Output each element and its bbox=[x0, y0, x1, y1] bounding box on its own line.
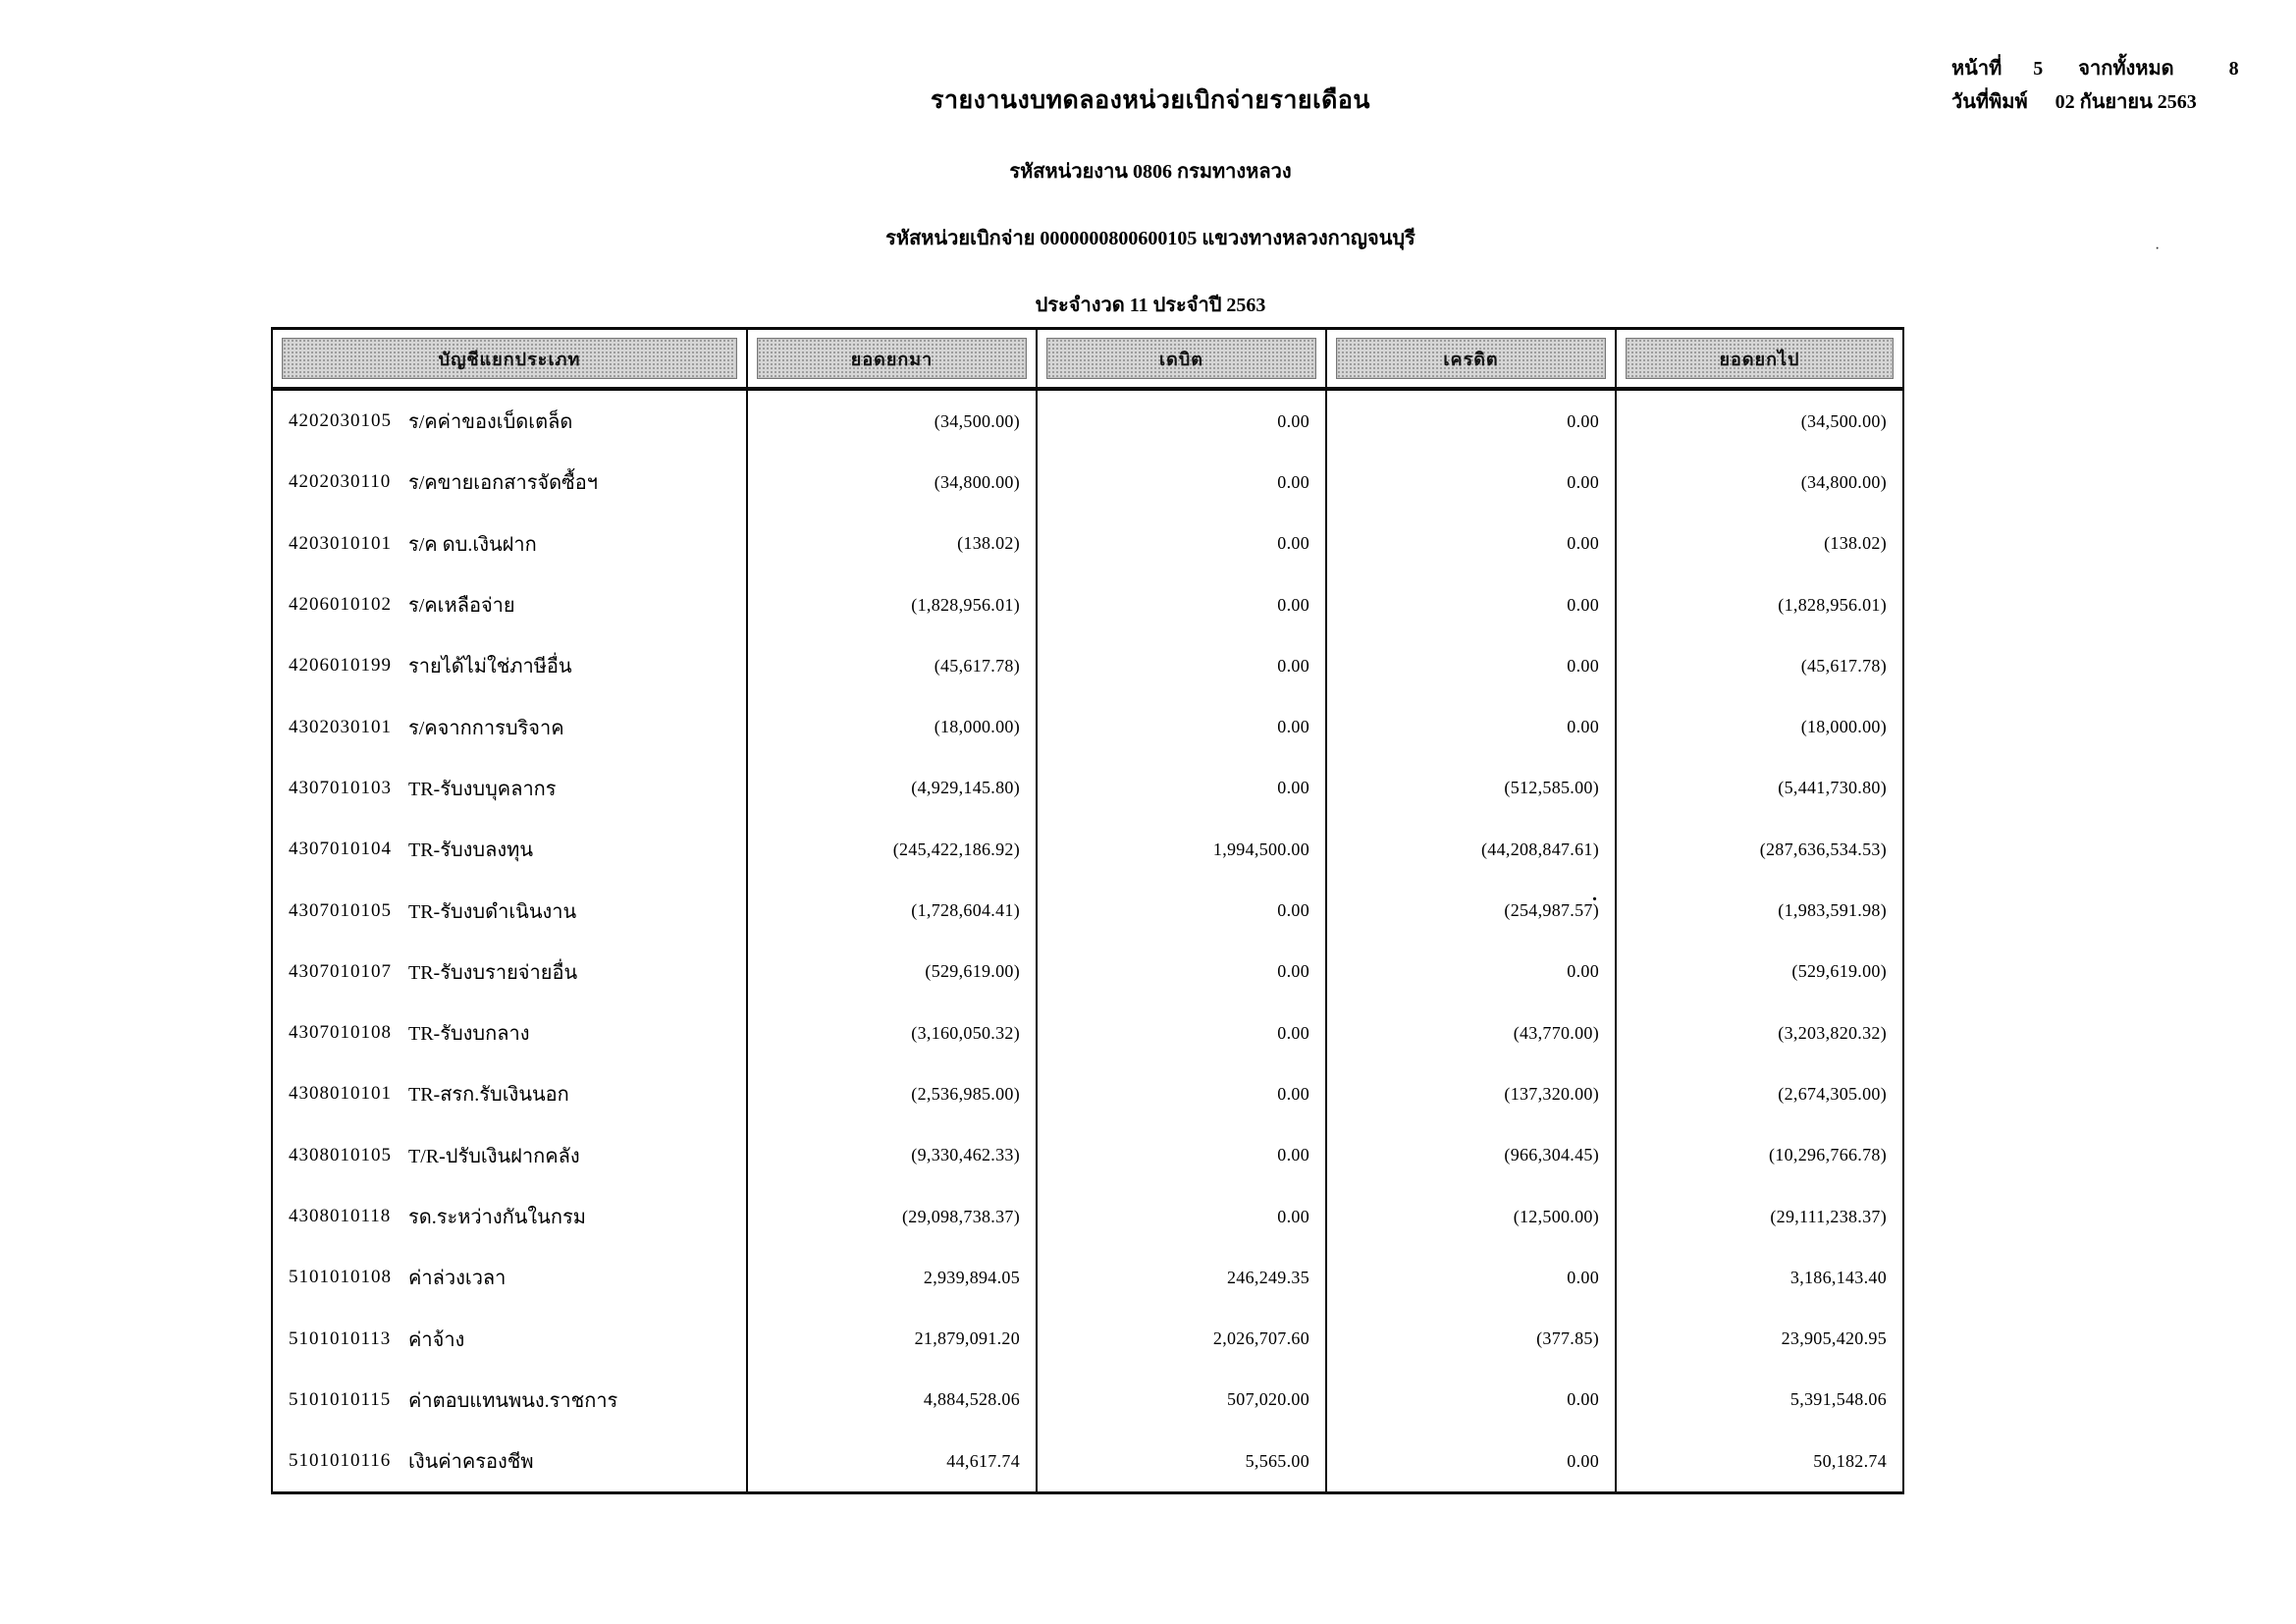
account-code: 4302030101 bbox=[289, 716, 392, 737]
balance-carried-value: (1,828,956.01) bbox=[1778, 594, 1887, 615]
account-cell bbox=[273, 452, 748, 513]
table-row bbox=[273, 1308, 1902, 1369]
header-cell-debit bbox=[1038, 330, 1327, 387]
debit-value: 0.00 bbox=[1038, 574, 1327, 635]
account-code: 4307010104 bbox=[289, 839, 392, 860]
balance-carried-value: 23,905,420.95 bbox=[1781, 1328, 1887, 1349]
balance-brought-value: 4,884,528.06 bbox=[748, 1370, 1038, 1431]
table-row bbox=[273, 1247, 1902, 1308]
balance-carried-value: (529,619.00) bbox=[1791, 961, 1887, 982]
header-cell-balance-brought bbox=[748, 330, 1038, 387]
table-row bbox=[273, 819, 1902, 880]
table-row bbox=[273, 758, 1902, 819]
report-title: รายงานงบทดลองหน่วยเบิกจ่ายรายเดือน bbox=[931, 87, 1370, 114]
account-code: 4308010118 bbox=[289, 1206, 392, 1226]
credit-value: (512,585.00) bbox=[1327, 758, 1617, 819]
balance-brought-value: (29,098,738.37) bbox=[748, 1186, 1038, 1247]
balance-brought-value: (245,422,186.92) bbox=[748, 819, 1038, 880]
account-name: ร/คเหลือจ่าย bbox=[408, 595, 515, 618]
account-name: ร/คจากการบริจาค bbox=[408, 717, 564, 739]
total-pages: 8 bbox=[2228, 58, 2239, 80]
account-code: 5101010116 bbox=[289, 1450, 392, 1472]
account-cell bbox=[273, 1063, 748, 1124]
debit-value: 1,994,500.00 bbox=[1038, 819, 1327, 880]
credit-value: 0.00 bbox=[1327, 574, 1617, 635]
debit-value: 0.00 bbox=[1038, 1186, 1327, 1247]
page-number: 5 bbox=[2033, 58, 2044, 80]
account-name: TR-รับงบรายจ่ายอื่น bbox=[408, 961, 578, 984]
scan-artifact-dot-2: · bbox=[2155, 241, 2161, 257]
account-name: TR-สรก.รับเงินนอก bbox=[408, 1084, 569, 1107]
credit-value: (137,320.00) bbox=[1327, 1063, 1617, 1124]
balance-brought-value: (138.02) bbox=[748, 514, 1038, 574]
account-name: ค่าตอบแทนพนง.ราชการ bbox=[408, 1389, 618, 1412]
credit-value: (377.85) bbox=[1327, 1308, 1617, 1369]
debit-value: 0.00 bbox=[1038, 1063, 1327, 1124]
balance-carried-value: (5,441,730.80) bbox=[1778, 778, 1887, 798]
account-code: 4206010102 bbox=[289, 594, 392, 616]
account-cell bbox=[273, 696, 748, 757]
credit-value: 0.00 bbox=[1327, 1370, 1617, 1431]
table-row bbox=[273, 1370, 1902, 1431]
credit-value: 0.00 bbox=[1327, 635, 1617, 696]
credit-value: 0.00 bbox=[1327, 391, 1617, 452]
account-name: รด.ระหว่างกันในกรม bbox=[408, 1207, 586, 1228]
account-cell bbox=[273, 635, 748, 696]
print-date: 02 กันยายน 2563 bbox=[2055, 91, 2197, 113]
account-name: T/R-ปรับเงินฝากคลัง bbox=[408, 1145, 580, 1167]
credit-value: (966,304.45) bbox=[1327, 1125, 1617, 1186]
page-number-line bbox=[1951, 59, 2275, 79]
account-cell bbox=[273, 1125, 748, 1186]
account-code: 4307010103 bbox=[289, 777, 392, 798]
account-name: TR-รับงบลงทุน bbox=[408, 839, 533, 862]
header-cell-account bbox=[273, 330, 748, 387]
credit-value: 0.00 bbox=[1327, 942, 1617, 1002]
header-label-account: บัญชีแยกประเภท bbox=[282, 338, 737, 379]
credit-value: (254,987.57) bbox=[1327, 880, 1617, 941]
table-row bbox=[273, 696, 1902, 757]
debit-value: 0.00 bbox=[1038, 514, 1327, 574]
balance-brought-value: (1,828,956.01) bbox=[748, 574, 1038, 635]
debit-value: 507,020.00 bbox=[1038, 1370, 1327, 1431]
header-label-debit: เดบิต bbox=[1046, 338, 1316, 379]
total-pages-label: จากทั้งหมด bbox=[2078, 58, 2174, 80]
page-info bbox=[1951, 59, 2275, 126]
balance-carried-value: (45,617.78) bbox=[1800, 655, 1887, 676]
trial-balance-table bbox=[271, 327, 1904, 1494]
balance-carried-value: (3,203,820.32) bbox=[1778, 1022, 1887, 1043]
account-cell bbox=[273, 1370, 748, 1431]
account-cell bbox=[273, 880, 748, 941]
header-cell-balance-carried bbox=[1617, 330, 1902, 387]
table-row bbox=[273, 452, 1902, 513]
credit-value: (44,208,847.61) bbox=[1327, 819, 1617, 880]
account-cell bbox=[273, 514, 748, 574]
header-label-balance-carried: ยอดยกไป bbox=[1626, 338, 1894, 379]
account-name: ร/คค่าของเบ็ดเตล็ด bbox=[408, 411, 573, 434]
account-name: รายได้ไม่ใช่ภาษีอื่น bbox=[408, 656, 572, 678]
account-cell bbox=[273, 391, 748, 452]
account-code: 4307010105 bbox=[289, 899, 392, 921]
account-code: 4202030110 bbox=[289, 471, 392, 493]
credit-value: 0.00 bbox=[1327, 696, 1617, 757]
balance-carried-value: (18,000.00) bbox=[1800, 717, 1887, 737]
credit-value: (43,770.00) bbox=[1327, 1002, 1617, 1063]
header-cell-credit bbox=[1327, 330, 1617, 387]
agency-code-line: รหัสหน่วยงาน 0806 กรมทางหลวง bbox=[1009, 161, 1292, 183]
debit-value: 0.00 bbox=[1038, 942, 1327, 1002]
balance-brought-value: 2,939,894.05 bbox=[748, 1247, 1038, 1308]
balance-carried-value: (34,500.00) bbox=[1800, 410, 1887, 431]
period-line: ประจำงวด 11 ประจำปี 2563 bbox=[1035, 295, 1266, 316]
account-name: TR-รับงบบุคลากร bbox=[408, 778, 557, 800]
debit-value: 0.00 bbox=[1038, 696, 1327, 757]
credit-value: 0.00 bbox=[1327, 1247, 1617, 1308]
credit-value: 0.00 bbox=[1327, 514, 1617, 574]
balance-carried-value: (2,674,305.00) bbox=[1778, 1083, 1887, 1104]
account-cell bbox=[273, 1308, 748, 1369]
debit-value: 0.00 bbox=[1038, 880, 1327, 941]
table-row bbox=[273, 635, 1902, 696]
account-code: 5101010115 bbox=[289, 1388, 392, 1410]
account-name: ค่าจ้าง bbox=[408, 1328, 465, 1351]
balance-brought-value: (18,000.00) bbox=[748, 696, 1038, 757]
account-cell bbox=[273, 1002, 748, 1063]
disbursement-unit-line: รหัสหน่วยเบิกจ่าย 0000000800600105 แขวงทางหลวงกาญจนบุรี bbox=[885, 228, 1415, 249]
account-cell bbox=[273, 1186, 748, 1247]
balance-brought-value: (9,330,462.33) bbox=[748, 1125, 1038, 1186]
account-code: 4308010105 bbox=[289, 1144, 392, 1165]
debit-value: 2,026,707.60 bbox=[1038, 1308, 1327, 1369]
balance-carried-value: (34,800.00) bbox=[1800, 471, 1887, 492]
debit-value: 0.00 bbox=[1038, 635, 1327, 696]
debit-value: 246,249.35 bbox=[1038, 1247, 1327, 1308]
print-date-line bbox=[1951, 92, 2275, 112]
account-code: 4307010107 bbox=[289, 960, 392, 982]
account-cell bbox=[273, 942, 748, 1002]
account-name: ร/ค ดบ.เงินฝาก bbox=[408, 533, 537, 556]
credit-value: (12,500.00) bbox=[1327, 1186, 1617, 1247]
table-row bbox=[273, 574, 1902, 635]
table-row bbox=[273, 1063, 1902, 1124]
balance-carried-value: (138.02) bbox=[1824, 533, 1887, 554]
balance-brought-value: 44,617.74 bbox=[748, 1431, 1038, 1491]
balance-carried-value: 50,182.74 bbox=[1813, 1450, 1887, 1471]
balance-carried-value: (287,636,534.53) bbox=[1759, 839, 1887, 859]
debit-value: 5,565.00 bbox=[1038, 1431, 1327, 1491]
credit-value: 0.00 bbox=[1327, 1431, 1617, 1491]
header-label-balance-brought: ยอดยกมา bbox=[757, 338, 1027, 379]
balance-carried-value: (29,111,238.37) bbox=[1770, 1206, 1887, 1226]
table-row bbox=[273, 514, 1902, 574]
balance-brought-value: (45,617.78) bbox=[748, 635, 1038, 696]
account-name: เงินค่าครองชีพ bbox=[408, 1451, 534, 1474]
account-cell bbox=[273, 819, 748, 880]
account-cell bbox=[273, 574, 748, 635]
debit-value: 0.00 bbox=[1038, 1002, 1327, 1063]
account-cell bbox=[273, 1247, 748, 1308]
table-row bbox=[273, 942, 1902, 1002]
balance-carried-value: (1,983,591.98) bbox=[1778, 900, 1887, 921]
account-name: ร/คขายเอกสารจัดซื้อฯ bbox=[408, 472, 598, 495]
table-row bbox=[273, 1125, 1902, 1186]
table-row bbox=[273, 1431, 1902, 1491]
header-label-credit: เครดิต bbox=[1336, 338, 1606, 379]
table-row bbox=[273, 1002, 1902, 1063]
credit-value: 0.00 bbox=[1327, 452, 1617, 513]
balance-carried-value: (10,296,766.78) bbox=[1769, 1145, 1887, 1165]
account-name: ค่าล่วงเวลา bbox=[408, 1268, 507, 1290]
account-code: 4203010101 bbox=[289, 532, 392, 554]
account-code: 4202030105 bbox=[289, 410, 392, 432]
balance-brought-value: (1,728,604.41) bbox=[748, 880, 1038, 941]
balance-brought-value: (529,619.00) bbox=[748, 942, 1038, 1002]
balance-brought-value: (2,536,985.00) bbox=[748, 1063, 1038, 1124]
balance-brought-value: (34,800.00) bbox=[748, 452, 1038, 513]
table-row bbox=[273, 1186, 1902, 1247]
account-name: TR-รับงบกลาง bbox=[408, 1023, 530, 1046]
debit-value: 0.00 bbox=[1038, 452, 1327, 513]
debit-value: 0.00 bbox=[1038, 391, 1327, 452]
balance-brought-value: 21,879,091.20 bbox=[748, 1308, 1038, 1369]
account-name: TR-รับงบดำเนินงาน bbox=[408, 900, 577, 923]
account-code: 4308010101 bbox=[289, 1083, 392, 1105]
debit-value: 0.00 bbox=[1038, 758, 1327, 819]
account-cell bbox=[273, 758, 748, 819]
scan-artifact-dot: . bbox=[1592, 884, 1597, 905]
balance-carried-value: 3,186,143.40 bbox=[1789, 1267, 1887, 1287]
balance-brought-value: (4,929,145.80) bbox=[748, 758, 1038, 819]
balance-carried-value: 5,391,548.06 bbox=[1789, 1389, 1887, 1410]
account-code: 4307010108 bbox=[289, 1022, 392, 1044]
balance-brought-value: (34,500.00) bbox=[748, 391, 1038, 452]
table-header-row bbox=[273, 330, 1902, 391]
print-date-label: วันที่พิมพ์ bbox=[1951, 91, 2028, 113]
table-row bbox=[273, 880, 1902, 941]
table-body bbox=[273, 391, 1902, 1491]
balance-brought-value: (3,160,050.32) bbox=[748, 1002, 1038, 1063]
account-cell bbox=[273, 1431, 748, 1491]
debit-value: 0.00 bbox=[1038, 1125, 1327, 1186]
account-code: 4206010199 bbox=[289, 655, 392, 677]
table-row bbox=[273, 391, 1902, 452]
account-code: 5101010108 bbox=[289, 1267, 392, 1288]
page-label: หน้าที่ bbox=[1951, 58, 2002, 80]
account-code: 5101010113 bbox=[289, 1327, 392, 1349]
